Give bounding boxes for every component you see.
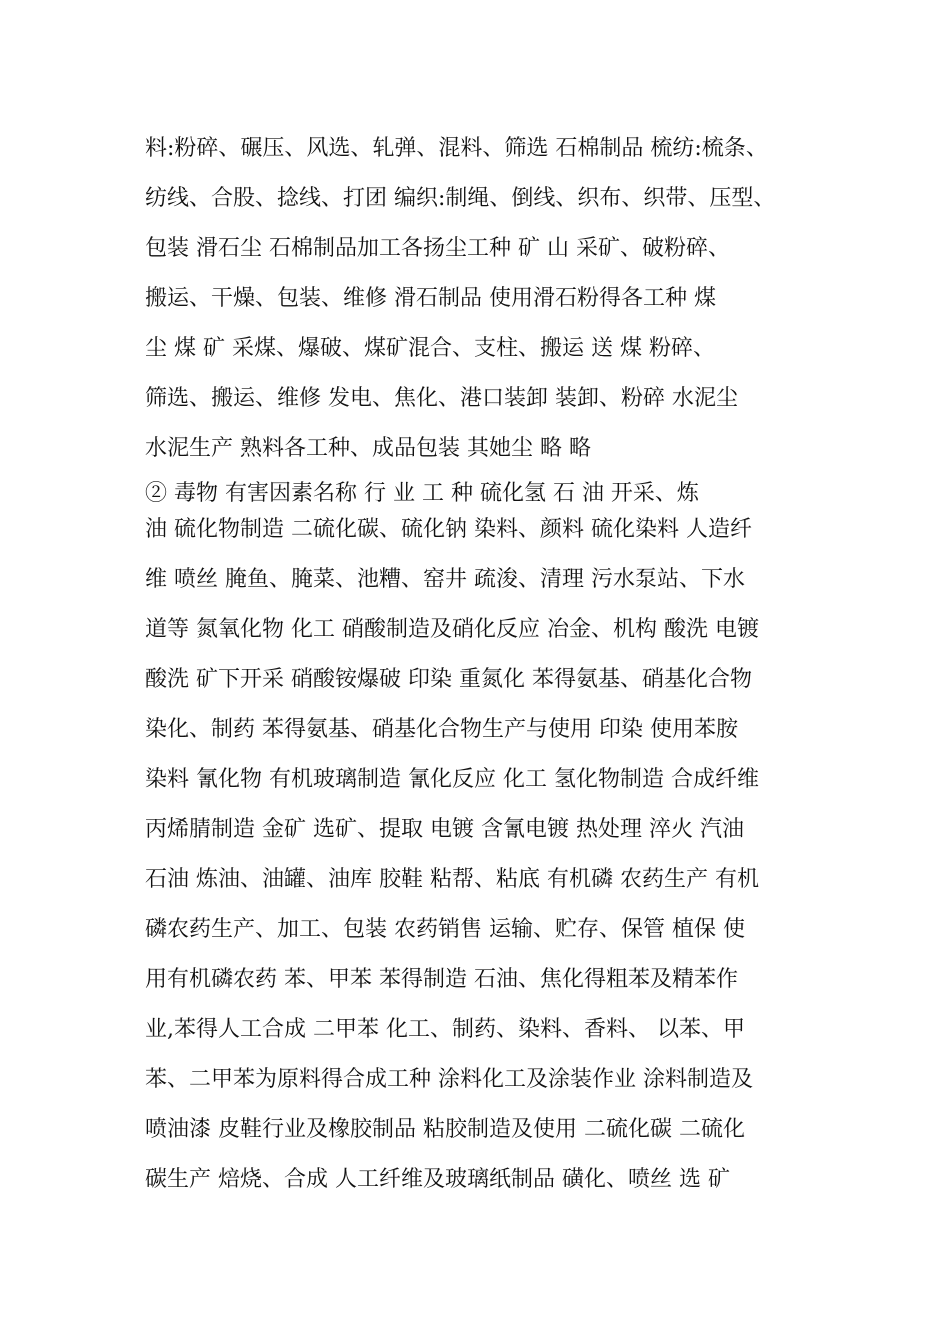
text-line: 尘 煤 矿 采煤、爆破、煤矿混合、支柱、搬运 送 煤 粉碎、 (145, 336, 715, 361)
text-line: ② 毒物 有害因素名称 行 业 工 种 硫化氢 石 油 开采、炼 (145, 481, 699, 505)
text-line: 纺线、合股、捻线、打团 编织:制绳、倒线、织布、织带、压型、 (145, 186, 776, 211)
text-line: 丙烯腈制造 金矿 选矿、提取 电镀 含氰电镀 热处理 淬火 汽油 (145, 817, 744, 842)
text-line: 碳生产 焙烧、合成 人工纤维及玻璃纸制品 磺化、喷丝 选 矿 (145, 1167, 730, 1192)
paragraph-toxic-hazards (145, 469, 825, 1205)
text-line: 磷农药生产、加工、包装 农药销售 运输、贮存、保管 植保 使 (145, 917, 745, 942)
text-line: 筛选、搬运、维修 发电、焦化、港口装卸 装卸、粉碎 水泥尘 (145, 386, 738, 411)
text-line: 染化、制药 苯得氨基、硝基化合物生产与使用 印染 使用苯胺 (145, 717, 738, 742)
text-line: 酸洗 矿下开采 硝酸铵爆破 印染 重氮化 苯得氨基、硝基化合物 (145, 667, 752, 692)
text-line: 搬运、干燥、包装、维修 滑石制品 使用滑石粉得各工种 煤 (145, 286, 716, 311)
text-line: 石油 炼油、油罐、油库 胶鞋 粘帮、粘底 有机磷 农药生产 有机 (145, 867, 759, 892)
paragraph-dust-hazards (145, 124, 825, 460)
text-line: 包装 滑石尘 石棉制品加工各扬尘工种 矿 山 采矿、破粉碎、 (145, 236, 730, 261)
text-line: 油 硫化物制造 二硫化碳、硫化钠 染料、颜料 硫化染料 人造纤 (145, 517, 752, 542)
text-line: 料:粉碎、碾压、风选、轧弹、混料、筛选 石棉制品 梳纺:梳条、 (145, 136, 768, 161)
text-line: 染料 氰化物 有机玻璃制造 氰化反应 化工 氢化物制造 合成纤维 (145, 767, 759, 792)
text-line: 用有机磷农药 苯、甲苯 苯得制造 石油、焦化得粗苯及精苯作 (145, 967, 738, 992)
text-line: 道等 氮氧化物 化工 硝酸制造及硝化反应 冶金、机构 酸洗 电镀 (145, 617, 759, 642)
text-line: 维 喷丝 腌鱼、腌菜、池糟、窑井 疏浚、清理 污水泵站、下水 (145, 567, 745, 592)
text-line: 水泥生产 熟料各工种、成品包装 其她尘 略 略 (145, 436, 591, 460)
text-line: 业,苯得人工合成 二甲苯 化工、制药、染料、香料、 以苯、甲 (145, 1017, 745, 1042)
text-line: 喷油漆 皮鞋行业及橡胶制品 粘胶制造及使用 二硫化碳 二硫化 (145, 1117, 745, 1142)
text-line: 苯、二甲苯为原料得合成工种 涂料化工及涂装作业 涂料制造及 (145, 1067, 753, 1092)
